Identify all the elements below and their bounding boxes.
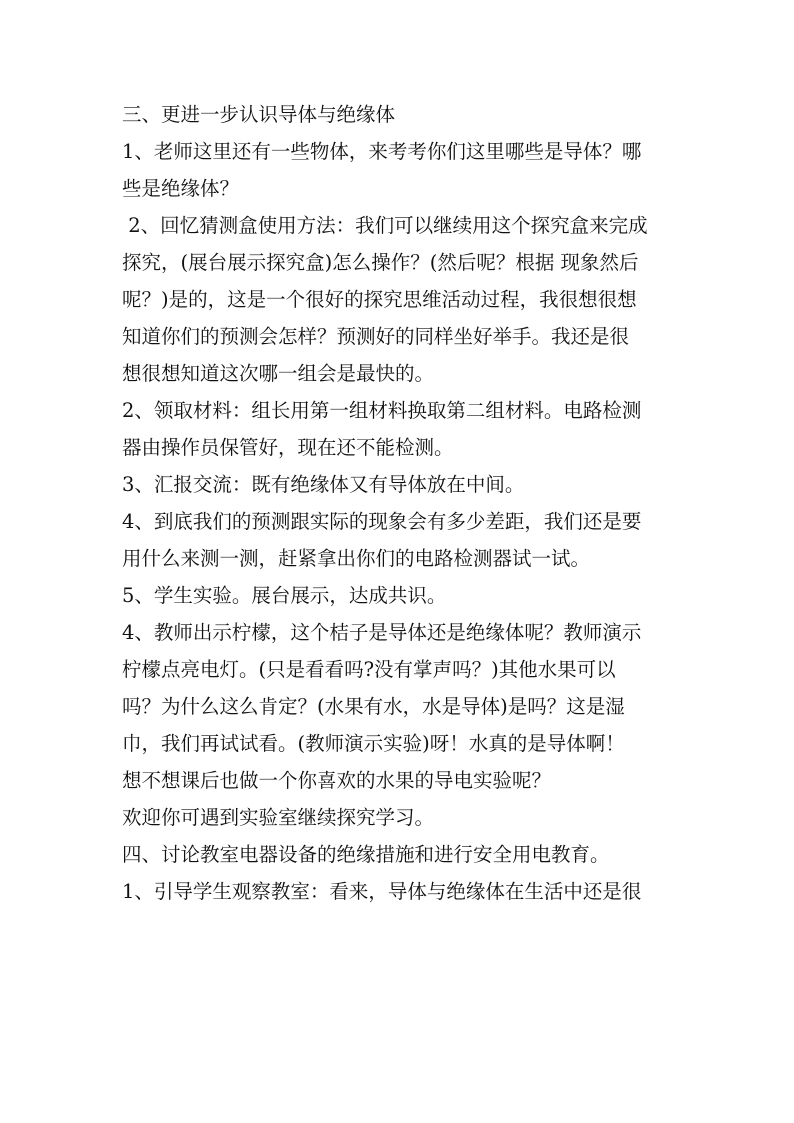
paragraph-line: 探究，(展台展示探究盒)怎么操作？(然后呢？根据 现象然后 bbox=[122, 251, 639, 274]
paragraph-line: 2、领取材料：组长用第一组材料换取第二组材料。电路检测 bbox=[122, 399, 642, 422]
section-heading-4: 四、讨论教室电器设备的绝缘措施和进行安全用电教育。 bbox=[122, 843, 610, 866]
paragraph-line: 1、老师这里还有一些物体，来考考你们这里哪些是导体？哪 bbox=[122, 140, 642, 163]
paragraph-line: 呢？)是的，这是一个很好的探究思维活动过程，我很想很想 bbox=[122, 288, 637, 311]
paragraph-line: 想很想知道这次哪一组会是最快的。 bbox=[122, 362, 435, 385]
paragraph-line: 器由操作员保管好，现在还不能检测。 bbox=[122, 436, 454, 459]
paragraph-line: 吗？为什么这么肯定？(水果有水，水是导体)是吗？这是湿 bbox=[122, 695, 625, 718]
paragraph-line: 1、引导学生观察教室：看来，导体与绝缘体在生活中还是很 bbox=[122, 880, 642, 903]
paragraph-line: 3、汇报交流：既有绝缘体又有导体放在中间。 bbox=[122, 473, 525, 496]
document-body bbox=[122, 96, 682, 910]
paragraph-line: 欢迎你可遇到实验室继续探究学习。 bbox=[122, 806, 435, 829]
paragraph-line: 4、到底我们的预测跟实际的现象会有多少差距，我们还是要 bbox=[122, 510, 642, 533]
paragraph-line: 知道你们的预测会怎样？预测好的同样坐好举手。我还是很 bbox=[122, 325, 630, 348]
paragraph-line: 柠檬点亮电灯。(只是看看吗?没有掌声吗？)其他水果可以 bbox=[122, 658, 616, 681]
paragraph-line: 想不想课后也做一个你喜欢的水果的导电实验呢？ bbox=[122, 769, 552, 792]
paragraph-line: 5、学生实验。展台展示，达成共识。 bbox=[122, 584, 447, 607]
paragraph-line: 用什么来测一测，赶紧拿出你们的电路检测器试一试。 bbox=[122, 547, 591, 570]
section-heading-3: 三、更进一步认识导体与绝缘体 bbox=[122, 103, 396, 126]
paragraph-line: 4、教师出示柠檬，这个桔子是导体还是绝缘体呢？教师演示 bbox=[122, 621, 642, 644]
paragraph-line: 些是绝缘体？ bbox=[122, 177, 240, 200]
paragraph-line: 2、回忆猜测盒使用方法：我们可以继续用这个探究盒来完成 bbox=[122, 214, 648, 237]
paragraph-line: 巾，我们再试试看。(教师演示实验)呀！水真的是导体啊！ bbox=[122, 732, 625, 755]
